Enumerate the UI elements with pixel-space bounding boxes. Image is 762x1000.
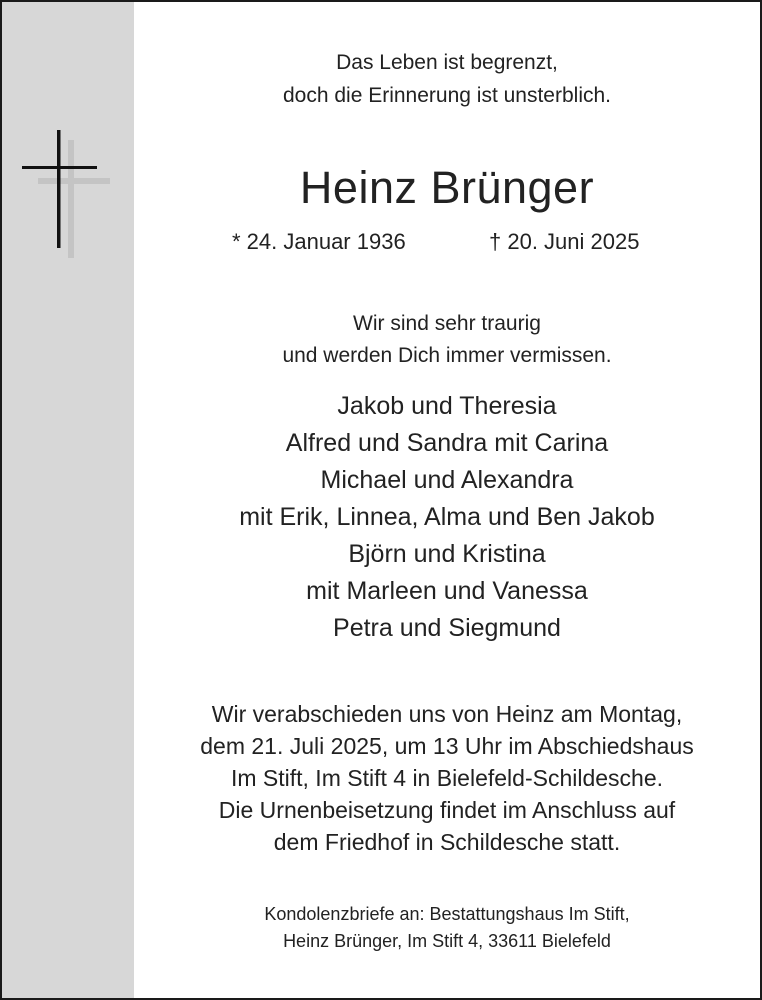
obituary-text <box>134 2 760 998</box>
family-line-7: Petra und Siegmund <box>333 614 561 642</box>
family-line-5: Björn und Kristina <box>348 540 546 568</box>
birth-date: * 24. Januar 1936 <box>232 229 406 254</box>
family-line-3: Michael und Alexandra <box>320 466 574 494</box>
deceased-name: Heinz Brünger <box>299 162 595 213</box>
farewell-line-1: Wir verabschieden uns von Heinz am Montag, <box>211 701 683 727</box>
motto-line-2: doch die Erinnerung ist unsterblich. <box>282 84 612 107</box>
family-line-4: mit Erik, Linnea, Alma und Ben Jakob <box>239 503 655 531</box>
farewell-line-2: dem 21. Juli 2025, um 13 Uhr im Abschiedshaus <box>200 733 694 759</box>
condolence-line-2: und werden Dich immer vermissen. <box>282 344 612 367</box>
family-line-6: mit Marleen und Vanessa <box>306 577 588 605</box>
motto-line-1: Das Leben ist begrenzt, <box>336 51 558 74</box>
death-date: † 20. Juni 2025 <box>489 229 640 254</box>
condolence-line-1: Wir sind sehr traurig <box>353 312 541 335</box>
family-line-1: Jakob und Theresia <box>337 392 557 420</box>
family-line-2: Alfred und Sandra mit Carina <box>285 429 609 457</box>
farewell-line-5: dem Friedhof in Schildesche statt. <box>273 829 621 855</box>
gray-sidebar <box>2 2 134 998</box>
farewell-line-3: Im Stift, Im Stift 4 in Bielefeld-Schildesche. <box>230 765 664 791</box>
farewell-line-4: Die Urnenbeisetzung findet im Anschluss auf <box>218 797 676 823</box>
cross-icon <box>18 128 114 264</box>
contact-line-2: Heinz Brünger, Im Stift 4, 33611 Bielefeld <box>283 931 611 951</box>
contact-line-1: Kondolenzbriefe an: Bestattungshaus Im Stift, <box>264 904 630 924</box>
